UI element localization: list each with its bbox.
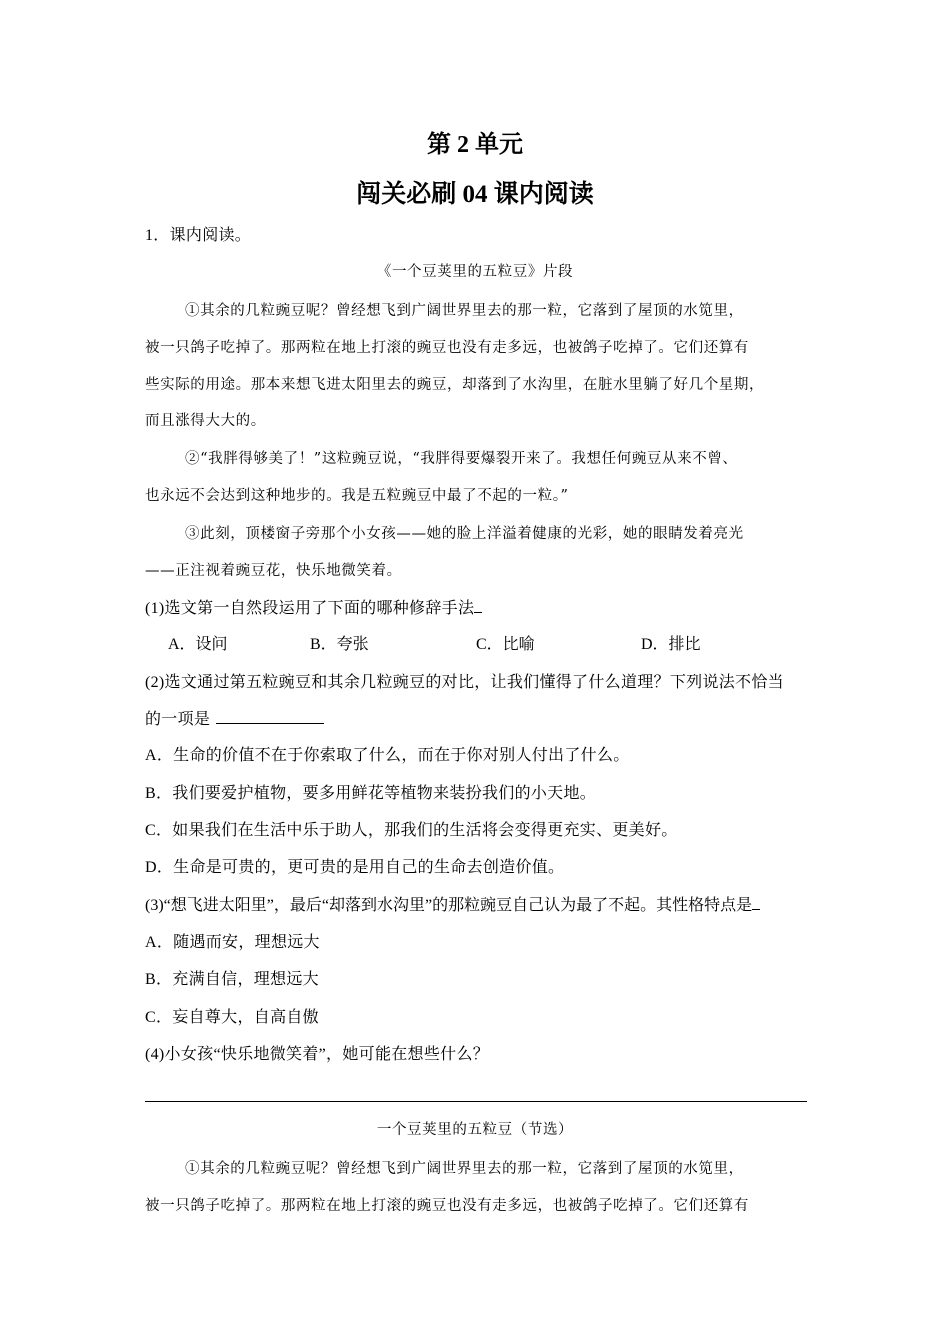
sub-question-2-line2 (145, 709, 807, 730)
sub-question-1 (145, 598, 807, 619)
passage-p3-line2: ——正注视着豌豆花，快乐地微笑着。 (145, 563, 402, 579)
sub-question-4: (4)小女孩“快乐地微笑着”，她可能在想些什么？ (145, 1046, 490, 1063)
answer-blank-3[interactable] (752, 895, 760, 910)
sub-question-3 (145, 895, 807, 916)
sub2-option-d: D．生命是可贵的，更可贵的是用自己的生命去创造价值。 (145, 859, 565, 876)
sub1-option-a: A．设问 (168, 636, 228, 653)
answer-passage-title: 一个豆荚里的五粒豆（节选） (376, 1122, 574, 1138)
page-title: 闯关必刷 04 课内阅读 (356, 181, 594, 208)
answer-blank-2[interactable] (216, 709, 324, 724)
answer-blank-1[interactable] (474, 598, 482, 613)
unit-heading: 第 2 单元 (427, 132, 523, 158)
sub3-option-b: B．充满自信，理想远大 (145, 971, 319, 988)
passage-p1-line2: 被一只鸽子吃掉了。那两粒在地上打滚的豌豆也没有走多远，也被鸽子吃掉了。它们还算有 (145, 340, 749, 356)
question-label: 1．课内阅读。 (145, 227, 252, 244)
passage-p1-line4: 而且涨得大大的。 (145, 413, 266, 429)
passage-p2-line1: ②“我胖得够美了！”这粒豌豆说，“我胖得要爆裂开来了。我想任何豌豆从来不曾、 (185, 451, 738, 467)
sub2-option-b: B．我们要爱护植物，要多用鲜花等植物来装扮我们的小天地。 (145, 785, 597, 802)
sub1-option-c: C．比喻 (476, 636, 535, 653)
section-divider (145, 1101, 807, 1102)
sub2-option-a: A．生命的价值不在于你索取了什么，而在于你对别人付出了什么。 (145, 747, 630, 764)
sub3-option-a: A．随遇而安，理想远大 (145, 934, 320, 951)
passage-p3-line1: ③此刻，顶楼窗子旁那个小女孩——她的脸上洋溢着健康的光彩，她的眼睛发着亮光 (185, 526, 744, 542)
answer-passage-line1: ①其余的几粒豌豆呢？曾经想飞到广阔世界里去的那一粒，它落到了屋顶的水笕里， (185, 1161, 744, 1177)
sub3-option-c: C．妄自尊大，自高自傲 (145, 1009, 319, 1026)
passage-p2-line2: 也永远不会达到这种地步的。我是五粒豌豆中最了不起的一粒。” (145, 488, 569, 504)
sub1-option-b: B．夸张 (310, 636, 369, 653)
sub-question-1-text: (1)选文第一自然段运用了下面的哪种修辞手法 (145, 600, 475, 617)
passage-p1-line3: 些实际的用途。那本来想飞进太阳里去的豌豆，却落到了水沟里，在脏水里躺了好几个星期， (145, 377, 765, 393)
passage-p1-line1: ①其余的几粒豌豆呢？曾经想飞到广阔世界里去的那一粒，它落到了屋顶的水笕里， (185, 303, 744, 319)
answer-passage-line2: 被一只鸽子吃掉了。那两粒在地上打滚的豌豆也没有走多远，也被鸽子吃掉了。它们还算有 (145, 1198, 749, 1214)
sub-question-2-line1: (2)选文通过第五粒豌豆和其余几粒豌豆的对比，让我们懂得了什么道理？下列说法不恰当 (145, 674, 784, 691)
sub1-option-d: D．排比 (641, 636, 701, 653)
sub-question-3-text: (3)“想飞进太阳里”，最后“却落到水沟里”的那粒豌豆自己认为最了不起。其性格特点是 (145, 897, 753, 914)
passage-title: 《一个豆荚里的五粒豆》片段 (376, 264, 574, 280)
sub-question-2-text: 的一项是 (145, 711, 211, 728)
sub2-option-c: C．如果我们在生活中乐于助人，那我们的生活将会变得更充实、更美好。 (145, 822, 678, 839)
